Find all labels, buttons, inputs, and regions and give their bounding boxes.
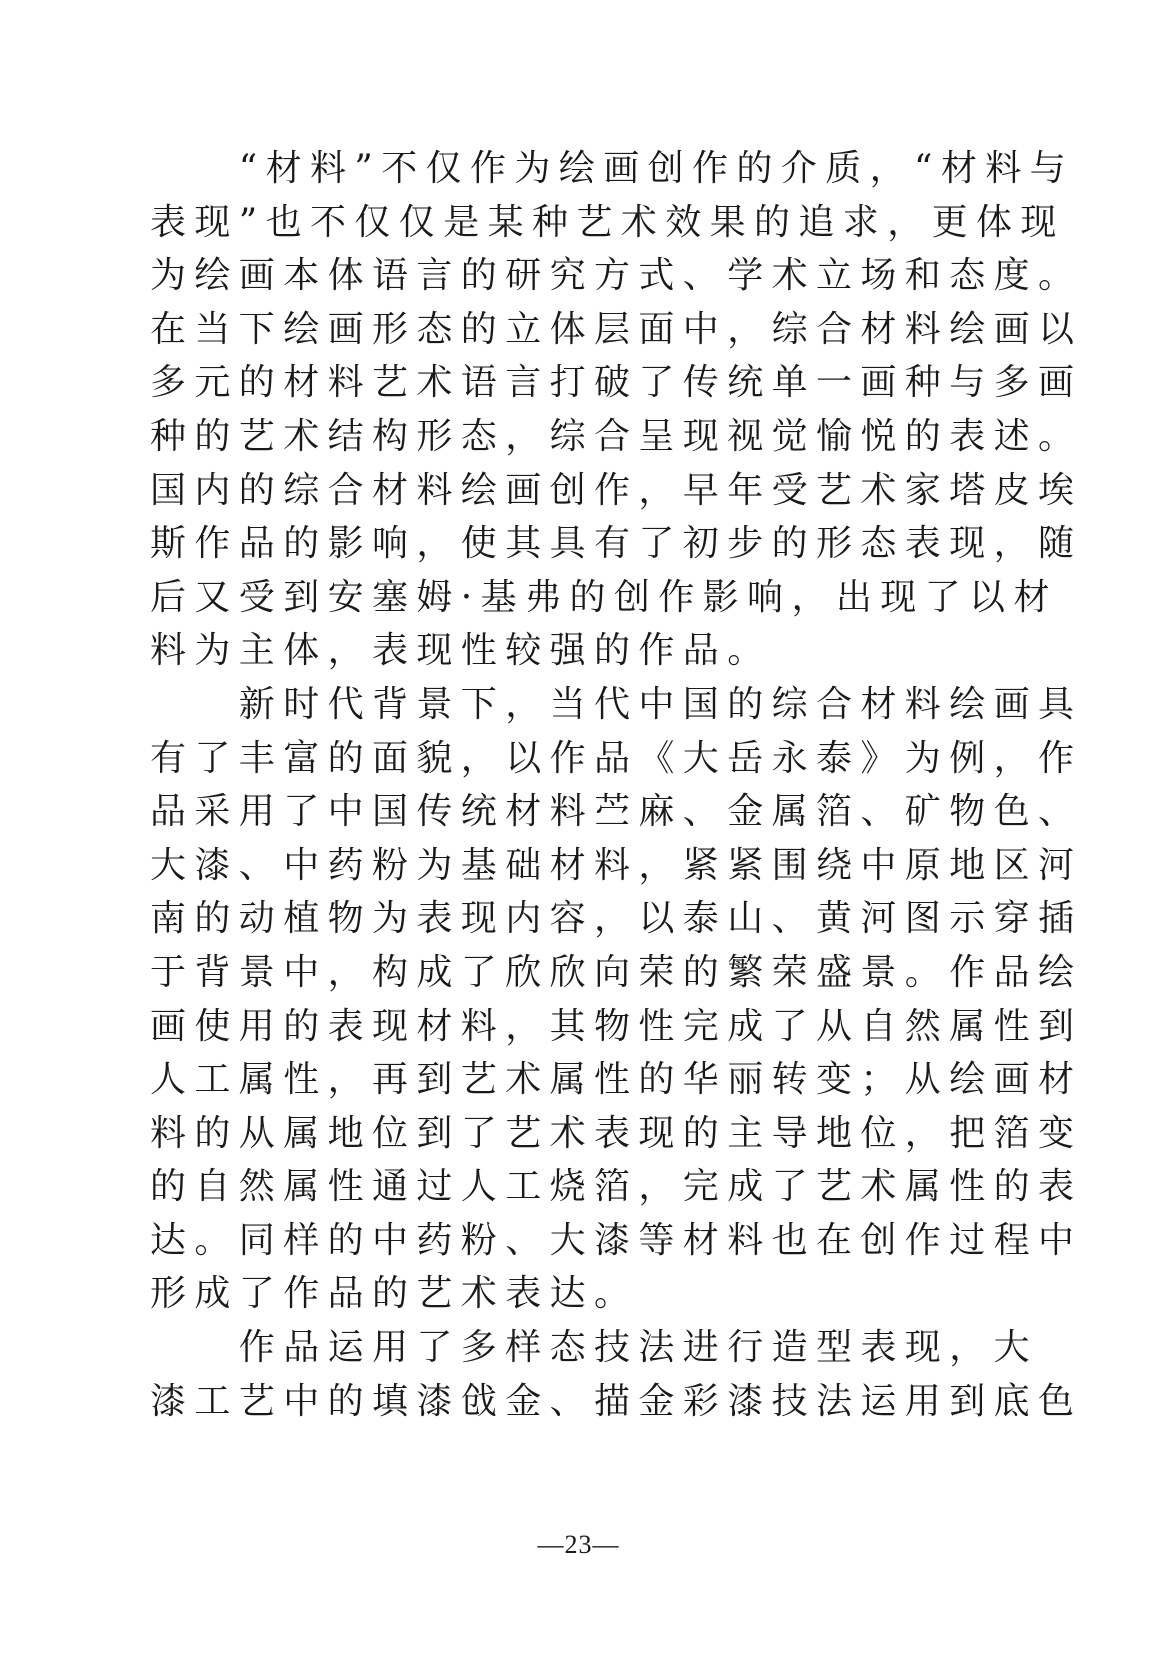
paragraph-1 bbox=[150, 142, 1083, 678]
text-line: 大漆、中药粉为基础材料，紧紧围绕中原地区河 bbox=[150, 844, 1083, 886]
text-line: 料的从属地位到了艺术表现的主导地位，把箔变 bbox=[150, 1112, 1083, 1154]
text-line: 的自然属性通过人工烧箔，完成了艺术属性的表 bbox=[150, 1166, 1083, 1208]
text-line: 后又受到安塞姆·基弗的创作影响，出现了以材 bbox=[150, 576, 1058, 618]
text-line: 多元的材料艺术语言打破了传统单一画种与多画 bbox=[150, 362, 1083, 404]
text-line: 作品运用了多样态技法进行造型表现，大 bbox=[150, 1327, 1039, 1369]
text-line: 形成了作品的艺术表达。 bbox=[150, 1273, 639, 1315]
text-line: “材料”不仅作为绘画创作的介质，“材料与 bbox=[150, 148, 1075, 189]
text-line: 于背景中，构成了欣欣向荣的繁荣盛景。作品绘 bbox=[150, 951, 1083, 993]
text-line: 达。同样的中药粉、大漆等材料也在创作过程中 bbox=[150, 1219, 1083, 1261]
text-line: 漆工艺中的填漆戗金、描金彩漆技法运用到底色 bbox=[150, 1380, 1083, 1422]
text-line: 在当下绘画形态的立体层面中，综合材料绘画以 bbox=[150, 308, 1083, 350]
text-line: 画使用的表现材料，其物性完成了从自然属性到 bbox=[150, 1005, 1083, 1047]
text-line: 品采用了中国传统材料苎麻、金属箔、矿物色、 bbox=[150, 791, 1083, 833]
body-text bbox=[150, 142, 1083, 1428]
text-line: 人工属性，再到艺术属性的华丽转变；从绘画材 bbox=[150, 1059, 1083, 1101]
text-line: 斯作品的影响，使其具有了初步的形态表现，随 bbox=[150, 523, 1083, 565]
text-line: 有了丰富的面貌，以作品《大岳永泰》为例，作 bbox=[150, 737, 1083, 779]
text-line: 为绘画本体语言的研究方式、学术立场和态度。 bbox=[150, 255, 1083, 297]
text-line: 南的动植物为表现内容，以泰山、黄河图示穿插 bbox=[150, 898, 1083, 940]
text-line: 国内的综合材料绘画创作，早年受艺术家塔皮埃 bbox=[150, 469, 1083, 511]
text-line: 新时代背景下，当代中国的综合材料绘画具 bbox=[150, 683, 1083, 725]
paragraph-2 bbox=[150, 678, 1083, 1321]
text-line: 表现”也不仅仅是某种艺术效果的追求，更体现 bbox=[150, 201, 1065, 243]
page-number: —23— bbox=[537, 1530, 620, 1559]
text-line: 种的艺术结构形态，综合呈现视觉愉悦的表述。 bbox=[150, 415, 1083, 457]
text-line: 料为主体，表现性较强的作品。 bbox=[150, 630, 772, 672]
paragraph-3 bbox=[150, 1321, 1083, 1428]
